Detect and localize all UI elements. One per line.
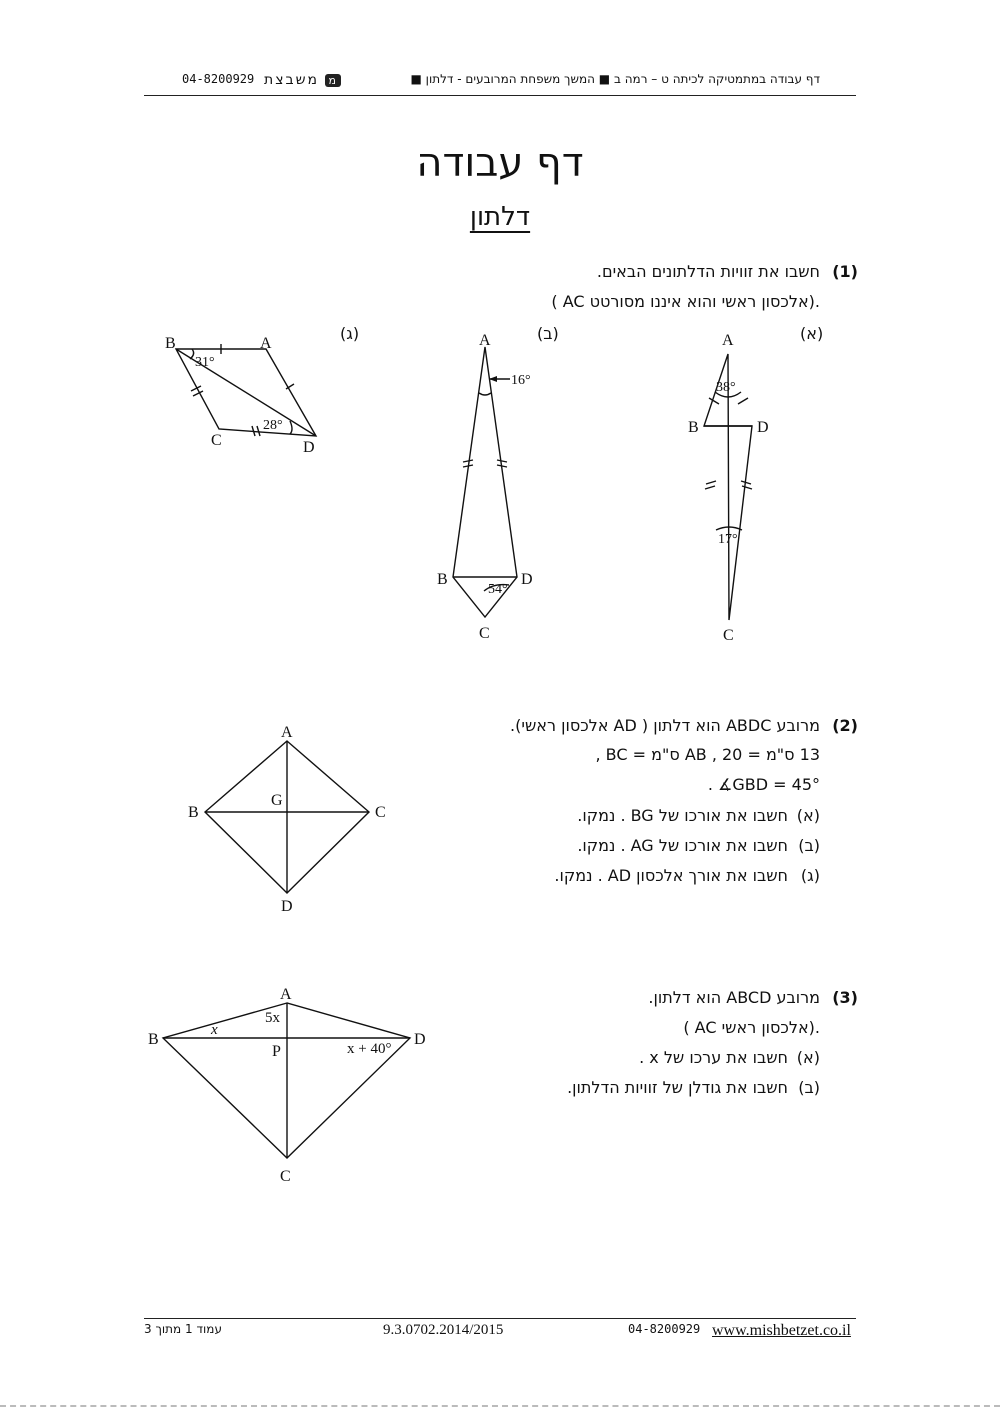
fig-c-angle-b: 31° (195, 355, 215, 370)
tick-mark (709, 398, 719, 404)
footer-page: עמוד 1 מתוך 3 (144, 1322, 222, 1336)
header-phone: 04-8200929 (182, 72, 255, 86)
fig3-angle-5x: 5x (265, 1010, 280, 1026)
q2-item-a-label: (א) (796, 806, 820, 825)
q2-item-b: חשבו את אורכו של AG . נמקו. (577, 836, 788, 855)
q1-fig-b (453, 347, 517, 617)
q3-line1: מרובע ABCD הוא דלתון. (648, 988, 820, 1007)
fig-c-angle-d: 28° (263, 418, 283, 433)
fig3-label-d: D (414, 1031, 426, 1048)
fig2-label-g: G (271, 792, 283, 809)
fig3-angle-x: x (211, 1022, 218, 1038)
fig3-angle-x40: x + 40° (347, 1041, 392, 1057)
fig2-label-a: A (281, 724, 293, 741)
fig-a-label-d: D (757, 419, 769, 436)
footer-phone: 04-8200929 (628, 1322, 701, 1336)
q3-number: (3) (832, 988, 858, 1007)
page-subtitle: דלתון (469, 202, 531, 232)
q3-line2: ( AC אלכסון ראשי). (683, 1018, 820, 1037)
q3-item-b: חשבו את גודלן של זוויות הדלתון. (567, 1078, 788, 1097)
footer-site-link[interactable]: www.mishbetzet.co.il (712, 1322, 851, 1339)
fig-c-label-c: C (211, 432, 222, 449)
header-text: דף עבודה במתמטיקה לכיתה ט – רמה ב ■ המשך משפחת המרובעים - דלתון ■ (410, 72, 820, 86)
q2-line2: 13 ס"מ = AB , 20 ס"מ = BC , (595, 745, 820, 764)
q1-number: (1) (832, 262, 858, 281)
q1-label-c: (ג) (340, 324, 360, 343)
fig-c-label-a: A (260, 335, 272, 352)
fig2-label-b: B (188, 804, 199, 821)
q2-item-c-label: (ג) (800, 866, 820, 885)
q1-label-b: (ב) (537, 324, 559, 343)
fig-c-label-b: B (165, 335, 176, 352)
q3-item-a-label: (א) (796, 1048, 820, 1067)
fig3-label-c: C (280, 1168, 291, 1185)
q2-line3: . ∡GBD = 45° (707, 775, 820, 794)
fig-a-angle-top: 38° (716, 380, 736, 395)
fig2-label-d: D (281, 898, 293, 915)
brand-name: משבצת (264, 72, 320, 88)
page-cut-line (0, 1405, 1000, 1407)
q3-item-a: חשבו את ערכו של x . (639, 1048, 788, 1067)
q1-label-a: (א) (800, 324, 824, 343)
fig3-label-a: A (280, 986, 292, 1003)
fig-a-label-a: A (722, 332, 734, 349)
q2-line1: מרובע ABDC הוא דלתון ( AD אלכסון ראשי). (510, 716, 820, 735)
fig-a-label-b: B (688, 419, 699, 436)
q3-item-b-label: (ב) (798, 1078, 820, 1097)
fig-a-angle-bottom: 17° (718, 532, 738, 547)
fig-b-label-d: D (521, 571, 533, 588)
q2-fig (205, 741, 369, 893)
fig-a-label-c: C (723, 627, 734, 644)
angle-arc-28 (290, 421, 292, 434)
fig-b-label-a: A (479, 332, 491, 349)
fig-b-label-c: C (479, 625, 490, 642)
brand-badge: מ (325, 74, 340, 87)
q2-item-a: חשבו את אורכו של BG . נמקו. (577, 806, 788, 825)
fig-b-label-b: B (437, 571, 448, 588)
fig-b-angle-bottom: 54° (488, 582, 508, 597)
footer-rule (144, 1318, 856, 1319)
fig-b-angle-top: 16° (511, 373, 531, 388)
q1-line1: חשבו את זוויות הדלתונים הבאים. (596, 262, 820, 281)
fig3-label-b: B (148, 1031, 159, 1048)
page-title: דף עבודה (416, 140, 584, 186)
tick-mark (738, 398, 748, 404)
q2-number: (2) (832, 716, 858, 735)
angle-arc-16 (479, 393, 491, 395)
fig3-label-p: P (272, 1043, 281, 1060)
q3-fig (163, 1003, 410, 1158)
q2-item-c: חשבו את אורך אלכסון AD . נמקו. (554, 866, 788, 885)
q1-line2: ( AC אלכסון ראשי והוא איננו מסורטט). (551, 292, 820, 311)
fig2-label-c: C (375, 804, 386, 821)
q2-item-b-label: (ב) (798, 836, 820, 855)
footer-code: 9.3.0702.2014/2015 (383, 1322, 504, 1338)
fig-c-label-d: D (303, 439, 315, 456)
